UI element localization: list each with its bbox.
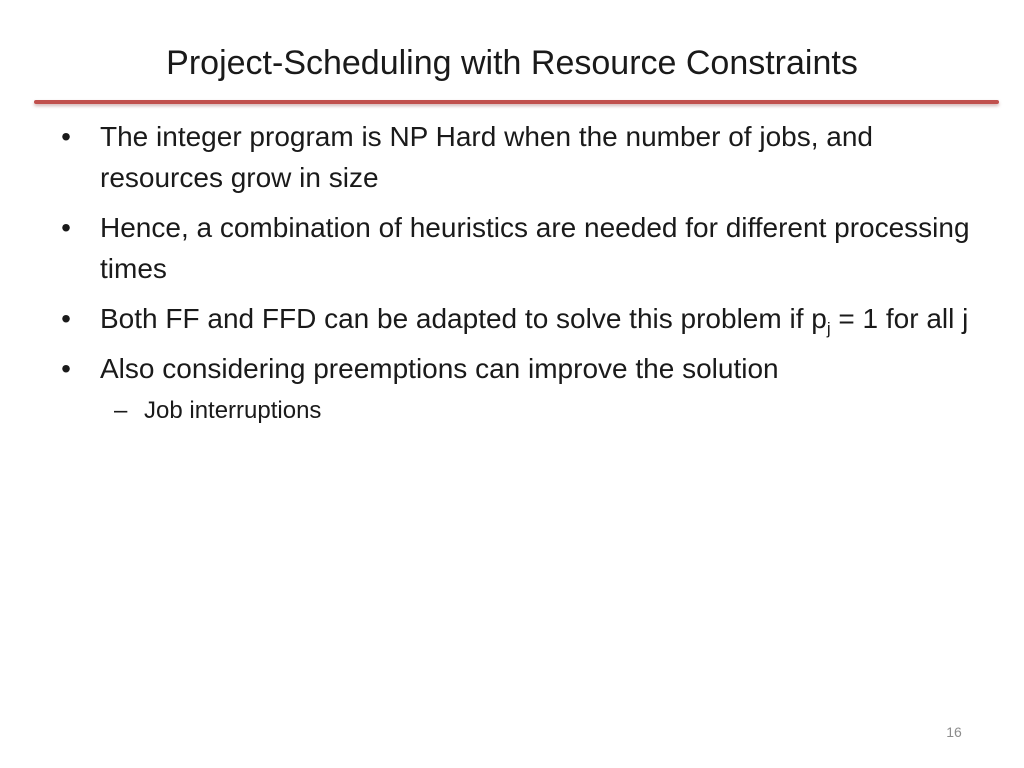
sub-bullet-item (100, 393, 976, 429)
bullet-icon: • (61, 121, 71, 152)
dash-icon: – (114, 397, 128, 424)
bullet-item (56, 348, 976, 429)
bullet-icon: • (61, 353, 71, 384)
bullet-item (56, 207, 976, 289)
page-number: 16 (946, 724, 962, 740)
bullet-list (56, 116, 976, 438)
bullet-text: The integer program is NP Hard when the number of jobs, and resources grow in size (100, 121, 874, 193)
sub-bullet-text: Job interruptions (144, 397, 322, 424)
bullet-icon: • (61, 212, 71, 243)
title-underline (34, 100, 999, 104)
bullet-text: Also considering preemptions can improve the solution (100, 353, 779, 384)
subscript-j: j (826, 319, 831, 338)
bullet-text-before-subscript: Both FF and FFD can be adapted to solve this problem if p (100, 303, 827, 334)
slide-title: Project-Scheduling with Resource Constraints (166, 44, 858, 82)
bullet-item (56, 116, 976, 198)
bullet-text: Hence, a combination of heuristics are needed for different processing times (100, 212, 970, 284)
bullet-text (100, 303, 969, 338)
bullet-icon: • (61, 303, 71, 334)
bullet-item (56, 298, 976, 339)
bullet-text-after-subscript: = 1 for all j (830, 303, 969, 334)
sub-bullet-list (100, 393, 976, 429)
